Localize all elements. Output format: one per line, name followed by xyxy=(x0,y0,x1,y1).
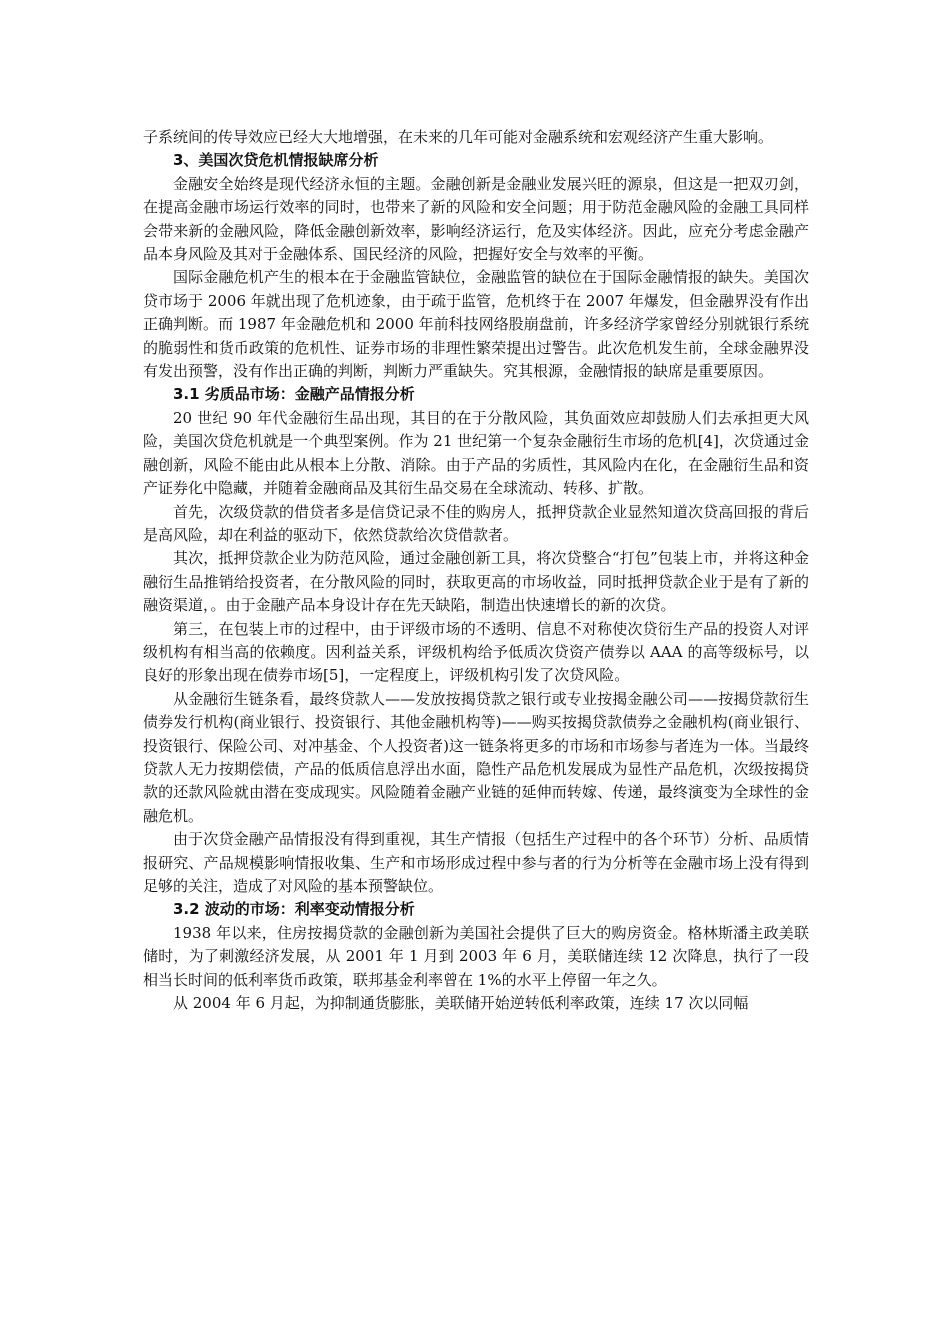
paragraph-continuation: 子系统间的传导效应已经大大地增强，在未来的几年可能对金融系统和宏观经济产生重大影响。 xyxy=(143,128,774,146)
section-heading-3: 3、美国次贷危机情报缺席分析 xyxy=(173,151,379,170)
paragraph-truncated: 从 2004 年 6 月起，为抑制通货膨胀，美联储开始逆转低利率政策，连续 17 次以同幅 xyxy=(173,994,749,1013)
section-heading-3-2: 3.2 波动的市场：利率变动情报分析 xyxy=(173,900,415,919)
paragraph: 第三，在包装上市的过程中，由于评级市场的不透明、信息不对称使次贷衍生产品的投资人对评级机构有相当高的依赖度。因利益关系，评级机构给予低质次贷资产债券以 AAA 的高等级标号，以良好的形象出现在债券市场[5]，一定程度上，评级机构引发了次贷风险。 xyxy=(143,619,809,685)
paragraph: 1938 年以来，住房按揭贷款的金融创新为美国社会提供了巨大的购房资金。格林斯潘主政美联储时，为了刺激经济发展，从 2001 年 1 月到 2003 年 6 月，美联储连续 12 次降息，执行了一段相当长时间的低利率货币政策，联邦基金利率曾在 1%的水平上停留一年之久。 xyxy=(143,923,809,989)
paragraph: 首先，次级贷款的借贷者多是信贷记录不佳的购房人，抵押贷款企业显然知道次贷高回报的背后是高风险，却在利益的驱动下，依然贷款给次贷借款者。 xyxy=(143,502,809,544)
section-heading-3-1: 3.1 劣质品市场：金融产品情报分析 xyxy=(173,385,415,404)
paragraph: 其次，抵押贷款企业为防范风险，通过金融创新工具，将次贷整合“打包”包装上市，并将这种金融衍生品推销给投资者，在分散风险的同时，获取更高的市场收益，同时抵押贷款企业于是有了新的融资渠道，。由于金融产品本身设计存在先天缺陷，制造出快速增长的新的次贷。 xyxy=(143,549,809,615)
paragraph: 由于次贷金融产品情报没有得到重视，其生产情报（包括生产过程中的各个环节）分析、品质情报研究、产品规模影响情报收集、生产和市场形成过程中参与者的行为分析等在金融市场上没有得到足够的关注，造成了对风险的基本预警缺位。 xyxy=(143,830,809,895)
paragraph: 20 世纪 90 年代金融衍生品出现，其目的在于分散风险，其负面效应却鼓励人们去承担更大风险，美国次贷危机就是一个典型案例。作为 21 世纪第一个复杂金融衍生市场的危机[4]，次贷通过金融创新，风险不能由此从根本上分散、消除。由于产品的劣质性，其风险内在化，在金融衍生品和资产证券化中隐藏，并随着金融商品及其衍生品交易在全球流动、转移、扩散。 xyxy=(143,408,809,498)
document-page xyxy=(143,126,809,1015)
paragraph: 国际金融危机产生的根本在于金融监管缺位，金融监管的缺位在于国际金融情报的缺失。美国次贷市场于 2006 年就出现了危机迹象，由于疏于监管，危机终于在 2007 年爆发，但金融界没有作出正确判断。而 1987 年金融危机和 2000 年前科技网络股崩盘前，许多经济学家曾经分别就银行系统的脆弱性和货币政策的危机性、证券市场的非理性繁荣提出过警告。此次危机发生前，全球金融界没有发出预警，没有作出正确的判断，判断力严重缺失。究其根源，金融情报的缺席是重要原因。 xyxy=(143,268,809,381)
paragraph: 从金融衍生链条看，最终贷款人——发放按揭贷款之银行或专业按揭金融公司——按揭贷款衍生债券发行机构(商业银行、投资银行、其他金融机构等)——购买按揭贷款债券之金融机构(商业银行、投资银行、保险公司、对冲基金、个人投资者)这一链条将更多的市场和市场参与者连为一体。当最终贷款人无力按期偿债，产品的低质信息浮出水面，隐性产品危机发展成为显性产品危机，次级按揭贷款的还款风险就由潜在变成现实。风险随着金融产业链的延伸而转嫁、传递，最终演变为全球性的金融危机。 xyxy=(143,689,809,825)
paragraph: 金融安全始终是现代经济永恒的主题。金融创新是金融业发展兴旺的源泉，但这是一把双刃剑，在提高金融市场运行效率的同时，也带来了新的风险和安全问题；用于防范金融风险的金融工具同样会带来新的金融风险，降低金融创新效率，影响经济运行，危及实体经济。因此，应充分考虑金融产品本身风险及其对于金融体系、国民经济的风险，把握好安全与效率的平衡。 xyxy=(143,174,809,264)
